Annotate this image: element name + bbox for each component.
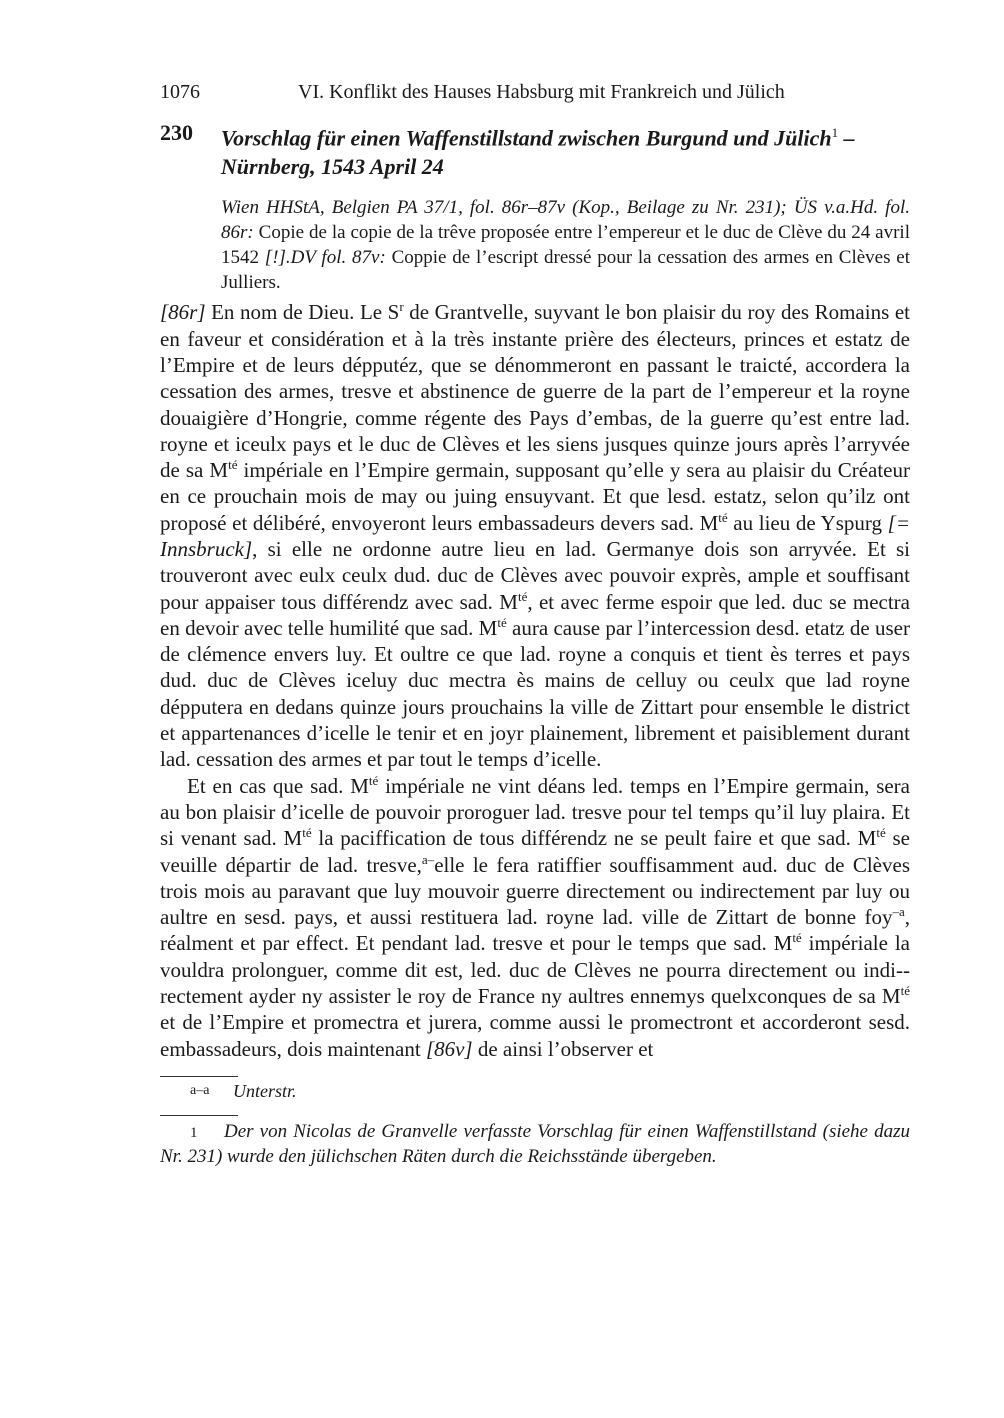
superscript: r <box>399 299 404 315</box>
running-head <box>160 78 910 108</box>
apparatus-mark-close[interactable]: –a <box>892 904 905 920</box>
body-text-run: impériale ne vint déans led. temps en l’Empire germain, sera au bon plaisir d’icelle de pouvoir proroguer lad. tresve pour tel temps qu’il luy plaira. Et si venant sad. M <box>160 773 910 851</box>
editorial-note: [= Innsbruck] <box>160 510 910 561</box>
footnote-number: 1 <box>190 1124 198 1141</box>
source-archive: Wien HHStA, Belgien PA 37/1, fol. 86r–87v (Kop., Beilage zu Nr. 231); ÜS v.a.Hd. fol. 86r: <box>221 197 910 244</box>
title-place-date: Nürnberg, 1543 April 24 <box>220 154 444 180</box>
body-text-run: se veuille départir de lad. tresve, <box>160 826 910 877</box>
body-text-run: elle le fera ratiffier souffisamment aud. duc de Clèves trois mois au paravant que luy mouvoir guerre directement ou indirectement par luy ou aultre en sesd. pays, et aussi restituera lad. royne lad. ville de Zittart de bonne foy <box>160 852 910 930</box>
superscript: té <box>792 930 802 946</box>
source-description <box>221 195 910 295</box>
apparatus-text: Unterstr. <box>233 1080 297 1101</box>
superscript: té <box>876 825 886 841</box>
body-text-run: de ainsi l’observer et <box>472 1036 654 1061</box>
body-text-run: au lieu de Yspurg <box>727 510 888 535</box>
source-dorsal-text: Coppie de l’escript dressé pour la cessation des armes en Clèves et Julliers. <box>221 247 911 294</box>
apparatus-divider <box>160 1076 238 1077</box>
title-dash: – <box>838 125 855 151</box>
apparatus-mark-open[interactable]: a– <box>421 851 435 867</box>
superscript: té <box>228 457 238 473</box>
folio-marker: [86r] <box>160 300 206 325</box>
body-text-run: , si elle ne ordonne autre lieu en lad. Germanye dois son arryvée. Et si trouveront avec eulx ceulx dud. duc de Clèves avec pouvoir exprès, ample et souffisant pour appaiser tous différendz avec sad. M <box>160 537 910 614</box>
document-title <box>221 118 910 181</box>
body-text-run: , réalment et par effect. Et pendant lad. tresve et pour le temps que sad. M <box>160 905 910 956</box>
source-endorsement: Copie de la copie de la trêve proposée entre l’empereur et le duc de Clève du 24 avril 1542 <box>221 222 910 269</box>
page-number: 1076 <box>160 81 200 103</box>
footnote-divider <box>160 1115 238 1116</box>
footnote-text: Der von Nicolas de Granvelle verfasste Vorschlag für einen Waffenstillstand (siehe dazu Nr. 231) wurde den jülichschen Räten durch die Reichsstände übergeben. <box>160 1120 910 1167</box>
body-text-run: impériale la vouldra prolonguer, comme dit est, led. duc de Clèves ne pourra directement ou indi-rectement ayder ny assister le roy de France ny aultres ennemys quelxconques de sa M <box>160 931 910 1009</box>
superscript: té <box>497 614 507 630</box>
superscript: té <box>368 772 379 788</box>
chapter-title: VI. Konflikt des Hauses Habsburg mit Frankreich und Jülich <box>298 81 785 103</box>
apparatus-siglum: a–a <box>190 1082 210 1098</box>
superscript: té <box>517 588 528 604</box>
document-body <box>160 299 910 1062</box>
footnote-1 <box>160 1120 910 1169</box>
superscript: té <box>900 983 910 999</box>
body-text-run: Et en cas que sad. M <box>187 773 369 798</box>
superscript: té <box>718 509 728 525</box>
body-text-run: En nom de Dieu. Le S <box>205 300 400 325</box>
folio-marker: [86v] <box>425 1036 473 1061</box>
title-footnote-ref[interactable]: 1 <box>831 125 839 140</box>
body-text-run: impériale en l’Empire germain, supposant qu’elle y sera au plaisir du Créateur en ce prouchain mois de may ou juing ensuyvant. Et que lesd. estatz, selon qu’ilz ont proposé et délibéré, envoyeront leurs embassadeurs devers sad. M <box>160 458 910 535</box>
critical-apparatus <box>160 1079 910 1103</box>
body-text-run: de Grantvelle, suyvant le bon plaisir du roy des Romains et en faveur et considération et à la très instante prière des électeurs, princes et estatz de l’Empire et de leurs dépputéz, que se dénommeront en passant le traicté, accordera la cessation des armes, tresve et abstinence de guerre de la part de l’empereur et la royne douaigière d’Hongrie, comme régente des Pays d’embas, de la guerre qu’est entre lad. royne et iceulx pays et le duc de Clèves et les siens jusques quinze jours après l’arryvée de sa M <box>160 300 910 483</box>
body-text-run: la paciffication de tous différendz ne se peult faire et que sad. M <box>311 826 877 851</box>
document-number: 230 <box>160 120 193 145</box>
title-text: Vorschlag für einen Waffenstillstand zwischen Burgund und Jülich <box>220 125 832 151</box>
body-paragraph-1 <box>160 299 910 772</box>
superscript: té <box>302 825 312 841</box>
document-header <box>160 118 910 181</box>
body-text-run: et de l’Empire et promectra et jurera, comme aussi le promectront et accorderont sesd. embassadeurs, dois maintenant <box>160 1010 910 1061</box>
source-dorsal-note: [!].DV fol. 87v: <box>264 247 386 269</box>
body-paragraph-2 <box>160 773 910 1062</box>
body-text-run: aura cause par l’intercession desd. etatz de user de clémence envers luy. Et oultre ce que lad. royne a conquis et tient ès terres et pays dud. duc de Clèves iceluy duc mectra ès mains de celluy ou ceulx que lad royne dépputera en dedans quinze jours prouchains la ville de Zittart pour ensemble le district et appartenances d’icelle le tenir et en joyr plainement, librement et paisiblement durant lad. cessation des armes et par tout le temps d’icelle. <box>160 615 910 772</box>
body-text-run: , et avec ferme espoir que led. duc se mectra en devoir avec telle humilité que sad. M <box>160 589 910 640</box>
document-page <box>160 78 910 1169</box>
